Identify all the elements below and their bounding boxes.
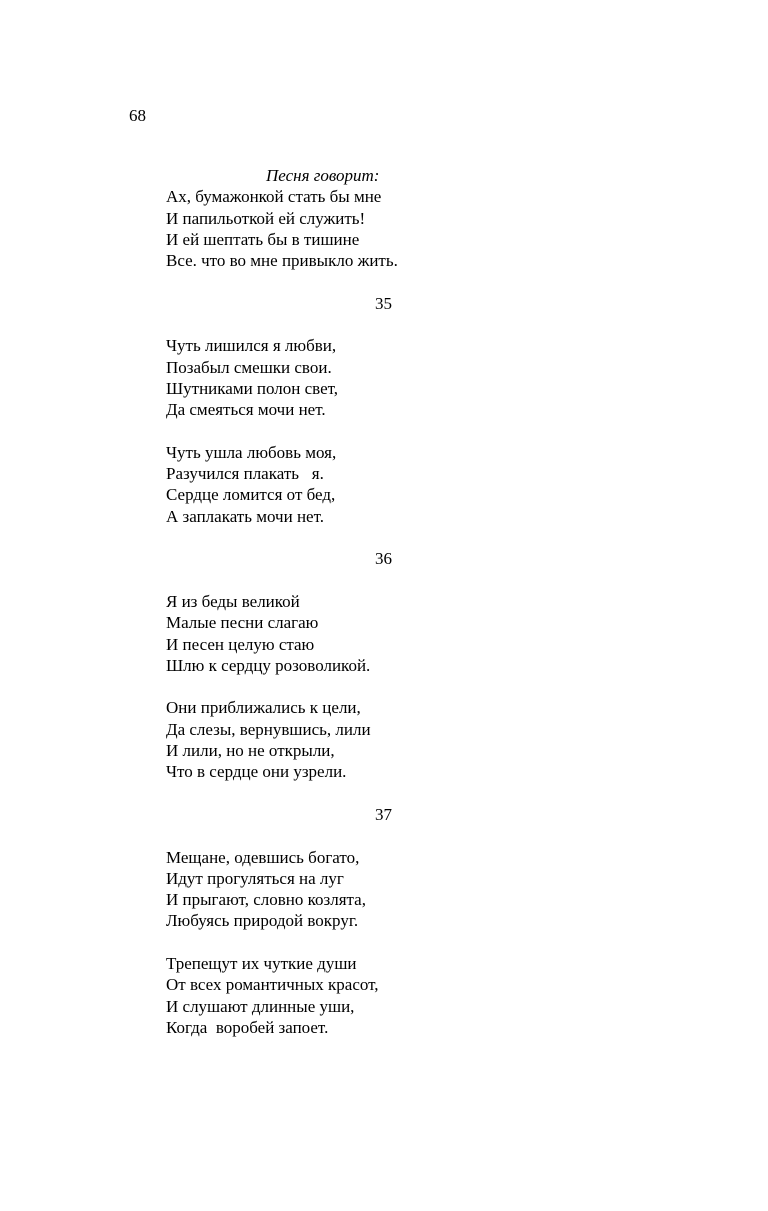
verse-line: Сердце ломится от бед, bbox=[166, 485, 336, 505]
verse-line: Позабыл смешки свои. bbox=[166, 357, 332, 377]
verse-line: Они приближались к цели, bbox=[166, 698, 361, 718]
verse-line: Идут прогуляться на луг bbox=[166, 868, 344, 888]
verse-line: Мещане, одевшись богато, bbox=[166, 847, 360, 867]
poem-number: 35 bbox=[375, 293, 392, 313]
verse-line: Малые песни слагаю bbox=[166, 613, 319, 633]
verse-line: И слушают длинные уши, bbox=[166, 996, 355, 1016]
page-number: 68 bbox=[129, 106, 146, 125]
stanza bbox=[166, 335, 686, 420]
verse-line: Любуясь природой вокруг. bbox=[166, 911, 359, 931]
verse-line: Разучился плакать я. bbox=[166, 464, 324, 484]
verse-line: От всех романтичных красот, bbox=[166, 975, 379, 995]
stanza bbox=[166, 591, 686, 676]
verse-line: А заплакать мочи нет. bbox=[166, 506, 324, 526]
verse-line: Да смеяться мочи нет. bbox=[166, 400, 326, 420]
verse-line: Чуть ушла любовь моя, bbox=[166, 442, 337, 462]
intro-stanza bbox=[166, 186, 686, 271]
verse-line: Чуть лишился я любви, bbox=[166, 336, 337, 356]
verse-line: И папильоткой ей служить! bbox=[166, 208, 366, 228]
verse-line: Все. что во мне привыкло жить. bbox=[166, 251, 398, 271]
verse-line: И прыгают, словно козлята, bbox=[166, 890, 366, 910]
page-content bbox=[166, 165, 686, 1038]
verse-line: Когда воробей запоет. bbox=[166, 1017, 329, 1037]
verse-line: Трепещут их чуткие души bbox=[166, 953, 357, 973]
poem-number: 37 bbox=[375, 804, 392, 824]
stanza bbox=[166, 697, 686, 782]
stanza bbox=[166, 953, 686, 1038]
verse-line: И ей шептать бы в тишине bbox=[166, 229, 360, 249]
verse-line: Я из беды великой bbox=[166, 591, 300, 611]
poem-number: 36 bbox=[375, 549, 392, 569]
verse-line: И лили, но не открыли, bbox=[166, 741, 335, 761]
verse-line: Шутниками полон свет, bbox=[166, 378, 339, 398]
stanza bbox=[166, 847, 686, 932]
intro-heading: Песня говорит: bbox=[266, 166, 380, 185]
stanza bbox=[166, 442, 686, 527]
verse-line: Да слезы, вернувшись, лили bbox=[166, 719, 371, 739]
verse-line: И песен целую стаю bbox=[166, 634, 315, 654]
verse-line: Ах, бумажонкой стать бы мне bbox=[166, 187, 382, 207]
verse-line: Шлю к сердцу розоволикой. bbox=[166, 655, 371, 675]
verse-line: Что в сердце они узрели. bbox=[166, 762, 347, 782]
